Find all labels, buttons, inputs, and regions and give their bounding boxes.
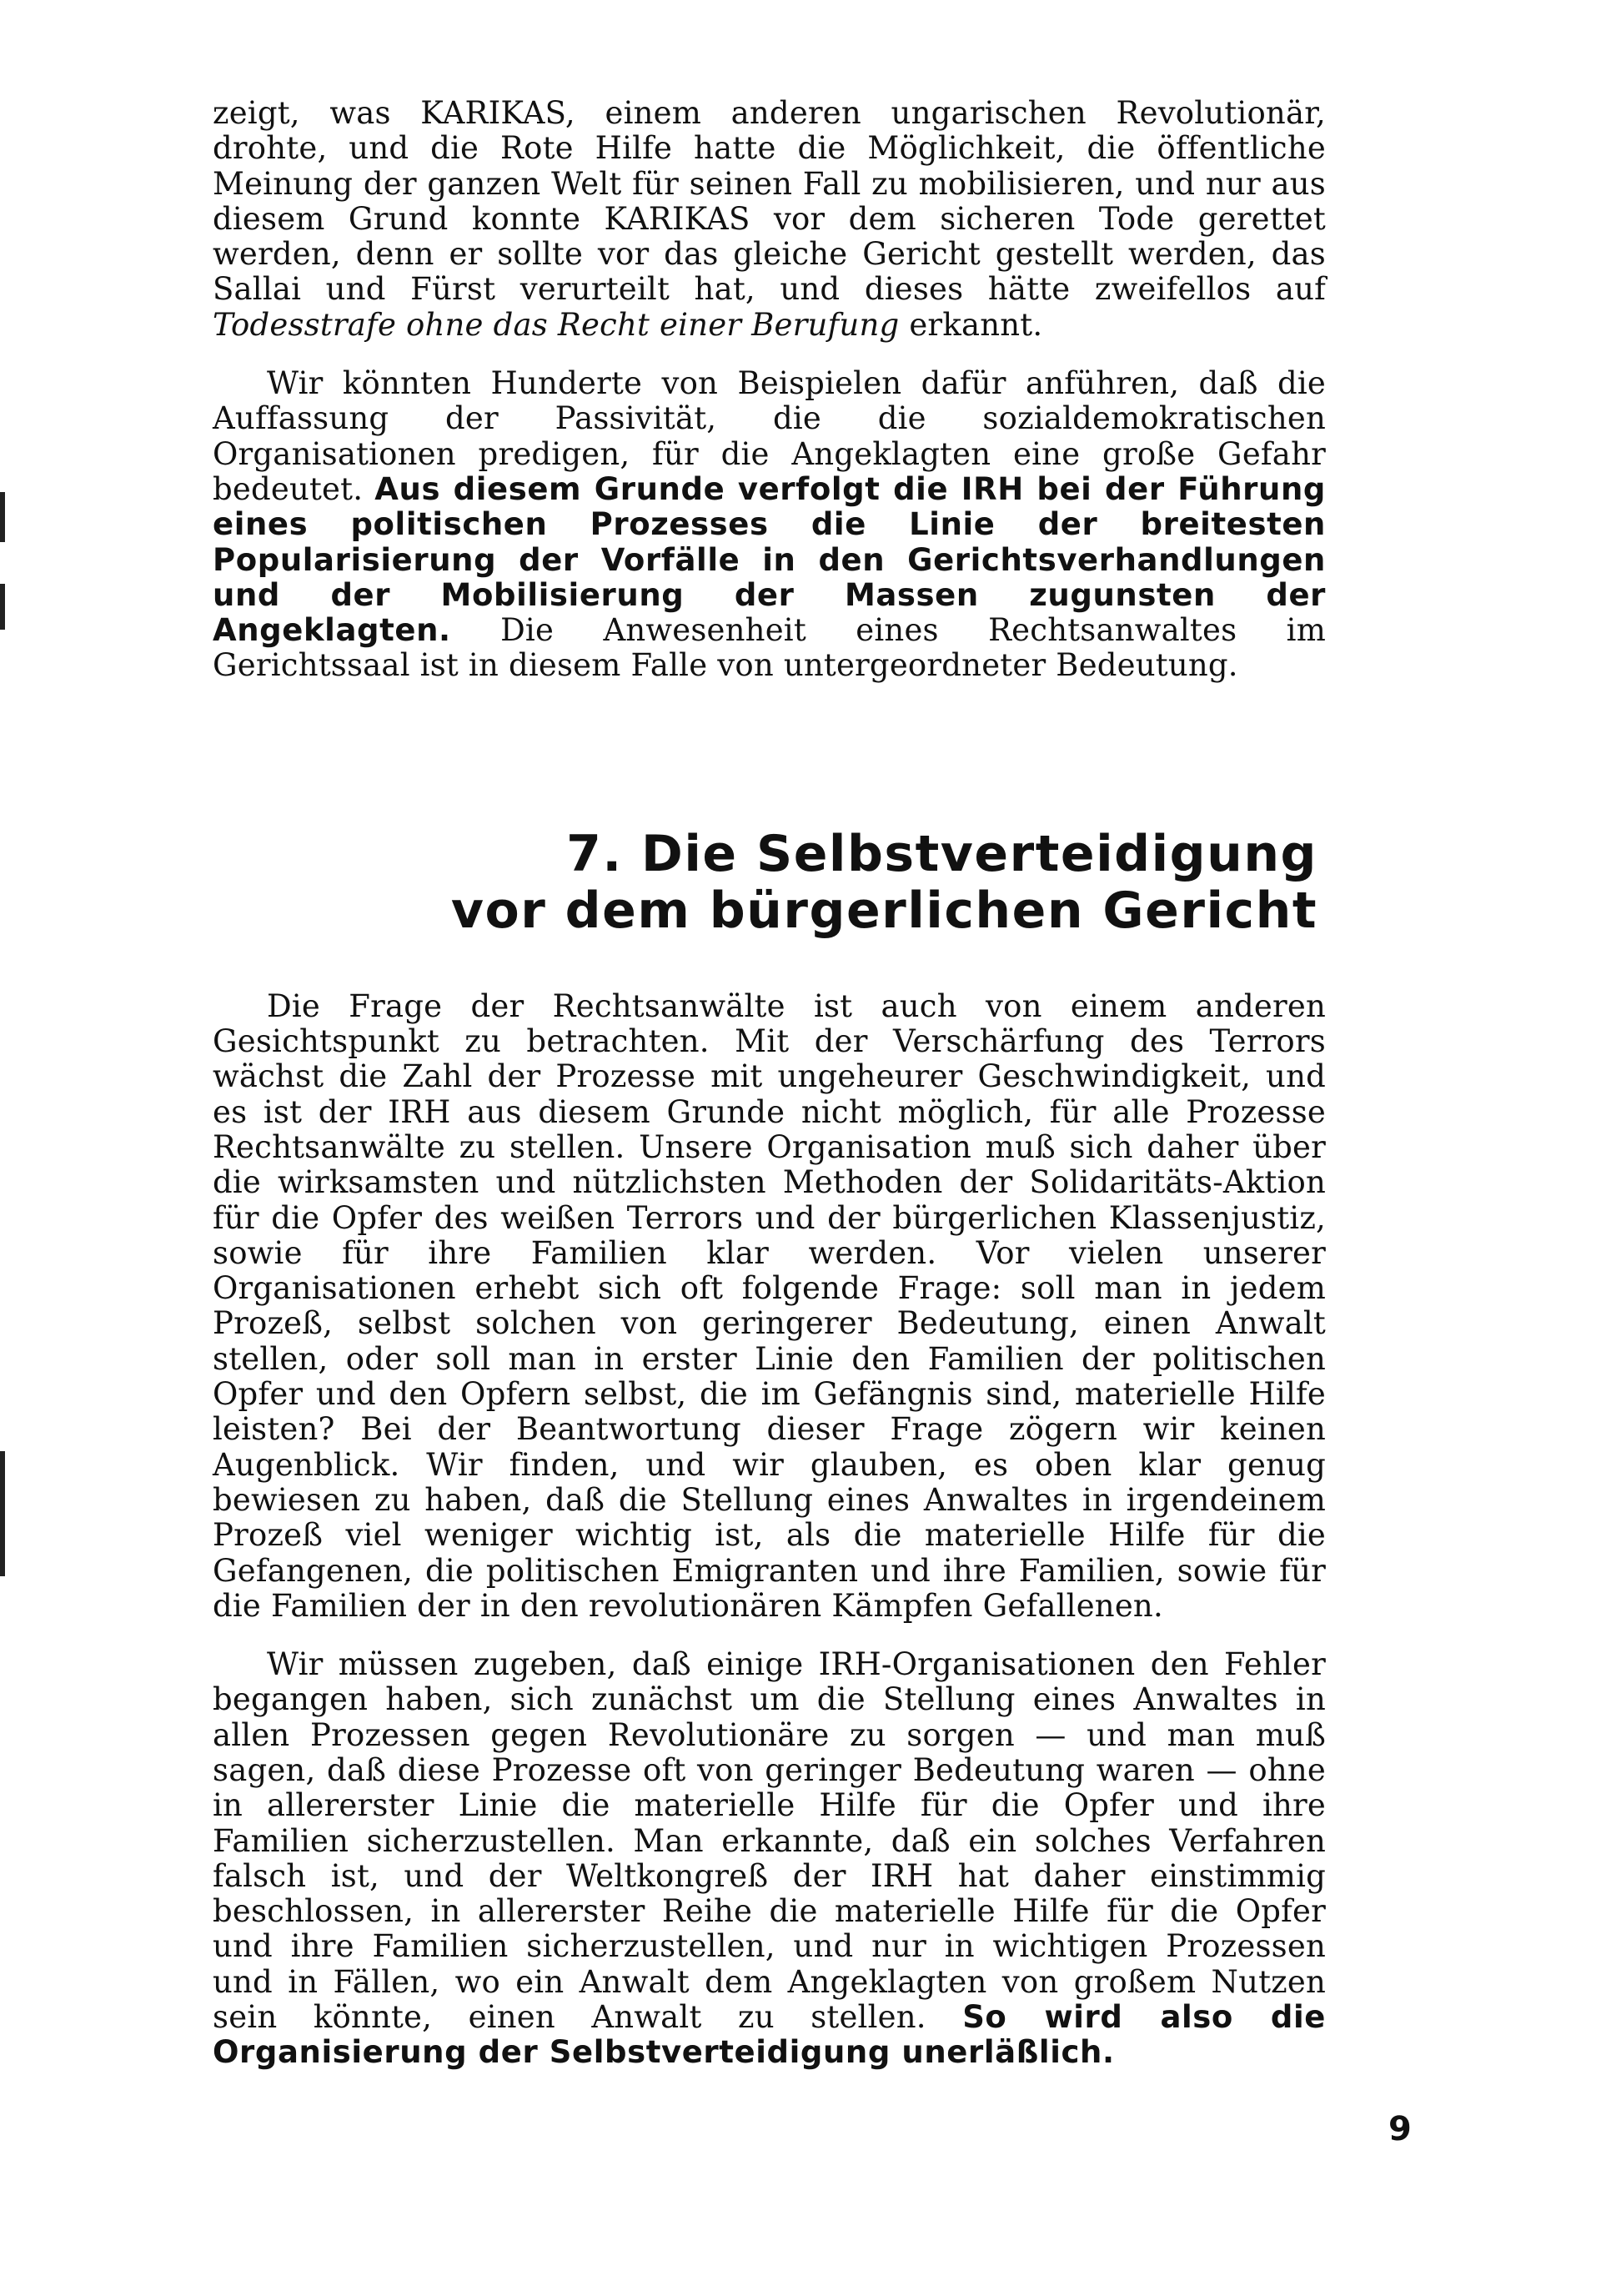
text-segment: Die Frage der Rechtsanwälte ist auch von einem anderen Gesichtspunkt zu betrachten. Mit der Verschärfung des Terrors wächst die Zahl der Prozesse mit ungeheurer Geschwindigkeit, und es ist der IRH aus diesem Grunde nicht möglich, für alle Prozesse Rechtsanwälte zu stellen. Unsere Organisation muß sich daher über die wirksamsten und nützlichsten Methoden der Solidaritäts-Aktion für die Opfer des weißen Terrors und der bürgerlichen Klassenjustiz, sowie für ihre Familien klar werden. Vor vielen unserer Organisationen erhebt sich oft folgende Frage: soll man in jedem Prozeß, selbst solchen von geringerer Bedeutung, einen Anwalt stellen, oder soll man in erster Linie den Familien der politischen Opfer und den Opfern selbst, die im Gefängnis sind, materielle Hilfe leisten? Bei der Beantwortung dieser Frage zögern wir keinen Augenblick. Wir finden, und wir glauben, es oben klar genug bewiesen zu haben, daß die Stellung eines Anwaltes in irgendeinem Prozeß viel weniger wichtig ist, als die materielle Hilfe für die Gefangenen, die politischen Emigranten und ihre Familien, sowie für die Familien der in den revolutionären Kämpfen Gefallenen.: [213, 987, 1326, 1624]
section-heading: [213, 826, 1326, 939]
left-edge-mark: [0, 584, 5, 630]
text-segment: So wird also die Organisierung der Selbstverteidigung unerläßlich.: [213, 1999, 1326, 2071]
paragraph: [213, 989, 1326, 1624]
bottom-paragraphs: [213, 989, 1326, 2071]
text-segment: Todesstrafe ohne das Recht einer Berufung: [213, 306, 900, 343]
paragraph: [213, 1647, 1326, 2071]
paragraph-gap: [213, 343, 1326, 366]
top-paragraphs: [213, 96, 1326, 684]
paragraph: [213, 96, 1326, 343]
page-number: 9: [1388, 2110, 1412, 2148]
text-segment: Aus diesem Grunde verfolgt die IRH bei der Führung eines politischen Prozesses die Linie der breitesten Popularisierung der Vorfälle in den Gerichtsverhandlungen und der Mobilisierung der Massen zugunsten der Angeklagten.: [213, 470, 1326, 649]
left-edge-mark: [0, 492, 5, 542]
left-edge-mark: [0, 1451, 5, 1576]
page-content: [213, 96, 1326, 2071]
section-heading-line-1: 7. Die Selbstverteidigung: [566, 824, 1317, 883]
paragraph-gap: [213, 1624, 1326, 1647]
text-segment: zeigt, was KARIKAS, einem anderen ungarischen Revolutionär, drohte, und die Rote Hilfe hatte die Möglichkeit, die öffentliche Meinung der ganzen Welt für seinen Fall zu mobilisieren, und nur aus diesem Grund konnte KARIKAS vor dem sicheren Tode gerettet werden, denn er sollte vor das gleiche Gericht gestellt werden, das Sallai und Fürst verurteilt hat, und dieses hätte zweifellos auf: [213, 95, 1326, 308]
text-segment: erkannt.: [899, 306, 1043, 343]
text-segment: Wir könnten Hunderte von Beispielen dafür anführen, daß die Auffassung der Passivität, die die sozialdemokratischen Organisationen predigen, für die Angeklagten eine große Gefahr bedeutet.: [213, 365, 1326, 507]
paragraph: [213, 366, 1326, 684]
section-heading-line-2: vor dem bürgerlichen Gericht: [450, 881, 1317, 940]
text-segment: Wir müssen zugeben, daß einige IRH-Organisationen den Fehler begangen haben, sich zunächst um die Stellung eines Anwaltes in allen Prozessen gegen Revolutionäre zu sorgen — und man muß sagen, daß diese Prozesse oft von geringer Bedeutung waren — ohne in allererster Linie die materielle Hilfe für die Opfer und ihre Familien sicherzustellen. Man erkannte, daß ein solches Verfahren falsch ist, und der Weltkongreß der IRH hat daher einstimmig beschlossen, in allererster Reihe die materielle Hilfe für die Opfer und ihre Familien sicherzustellen, und nur in wichtigen Prozessen und in Fällen, wo ein Anwalt dem Angeklagten von großem Nutzen sein könnte, einen Anwalt zu stellen.: [213, 1646, 1326, 2036]
text-segment: Die Anwesenheit eines Rechtsanwaltes im Gerichtssaal ist in diesem Falle von untergeordneter Bedeutung.: [213, 612, 1326, 684]
